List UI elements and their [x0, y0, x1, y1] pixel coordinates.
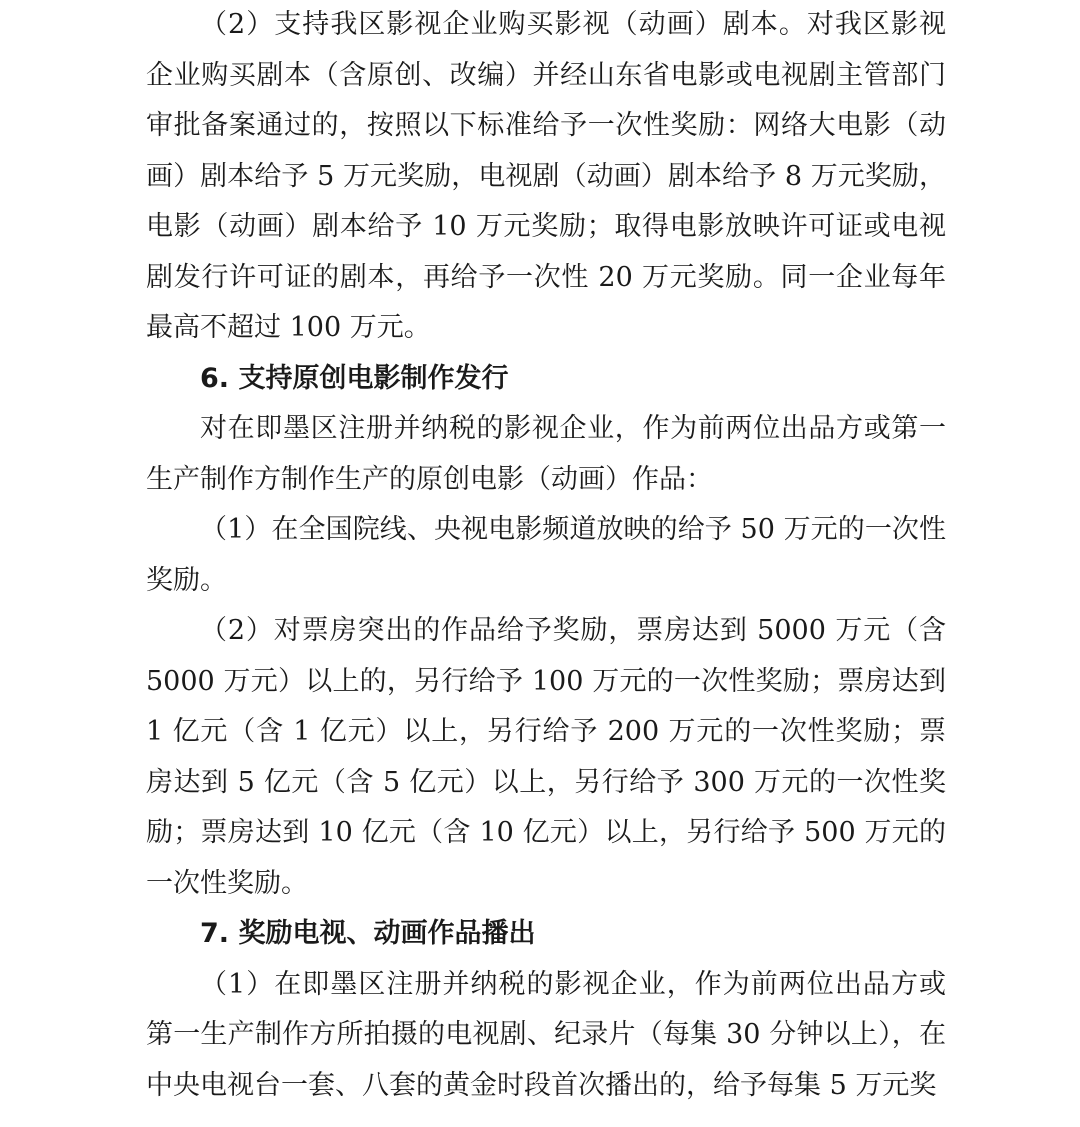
document-page — [146, 0, 946, 1111]
section-heading-tv-broadcast: 7. 奖励电视、动画作品播出 — [200, 918, 536, 949]
paragraph-tv-broadcast-award: （1）在即墨区注册并纳税的影视企业，作为前两位出品方或第一生产制作方所拍摄的电视剧、纪录片（每集 30 分钟以上），在中央电视台一套、八套的黄金时段首次播出的，给予每集 5 万元奖 — [146, 968, 946, 1101]
paragraph-original-film-intro: 对在即墨区注册并纳税的影视企业，作为前两位出品方或第一生产制作方制作生产的原创电影（动画）作品： — [146, 413, 946, 495]
section-heading-original-film: 6. 支持原创电影制作发行 — [200, 362, 509, 394]
paragraph-box-office-award: （2）对票房突出的作品给予奖励，票房达到 5000 万元（含 5000 万元）以上的，另行给予 100 万元的一次性奖励；票房达到 1 亿元（含 1 亿元）以上，另行给予 200 万元的一次性奖励；票房达到 5 亿元（含 5 亿元）以上，另行给予 300 万元的一次性奖励；票房达到 10 亿元（含 10 亿元）以上，另行给予 500 万元的一次性奖励。 — [146, 615, 946, 899]
paragraph-script-purchase-support: （2）支持我区影视企业购买影视（动画）剧本。对我区影视企业购买剧本（含原创、改编）并经山东省电影或电视剧主管部门审批备案通过的，按照以下标准给予一次性奖励：网络大电影（动画）剧本给予 5 万元奖励，电视剧（动画）剧本给予 8 万元奖励，电影（动画）剧本给予 10 万元奖励；取得电影放映许可证或电视剧发行许可证的剧本，再给予一次性 20 万元奖励。同一企业每年最高不超过 100 万元。 — [146, 9, 946, 343]
paragraph-cinema-screening-award: （1）在全国院线、央视电影频道放映的给予 50 万元的一次性奖励。 — [146, 514, 946, 596]
